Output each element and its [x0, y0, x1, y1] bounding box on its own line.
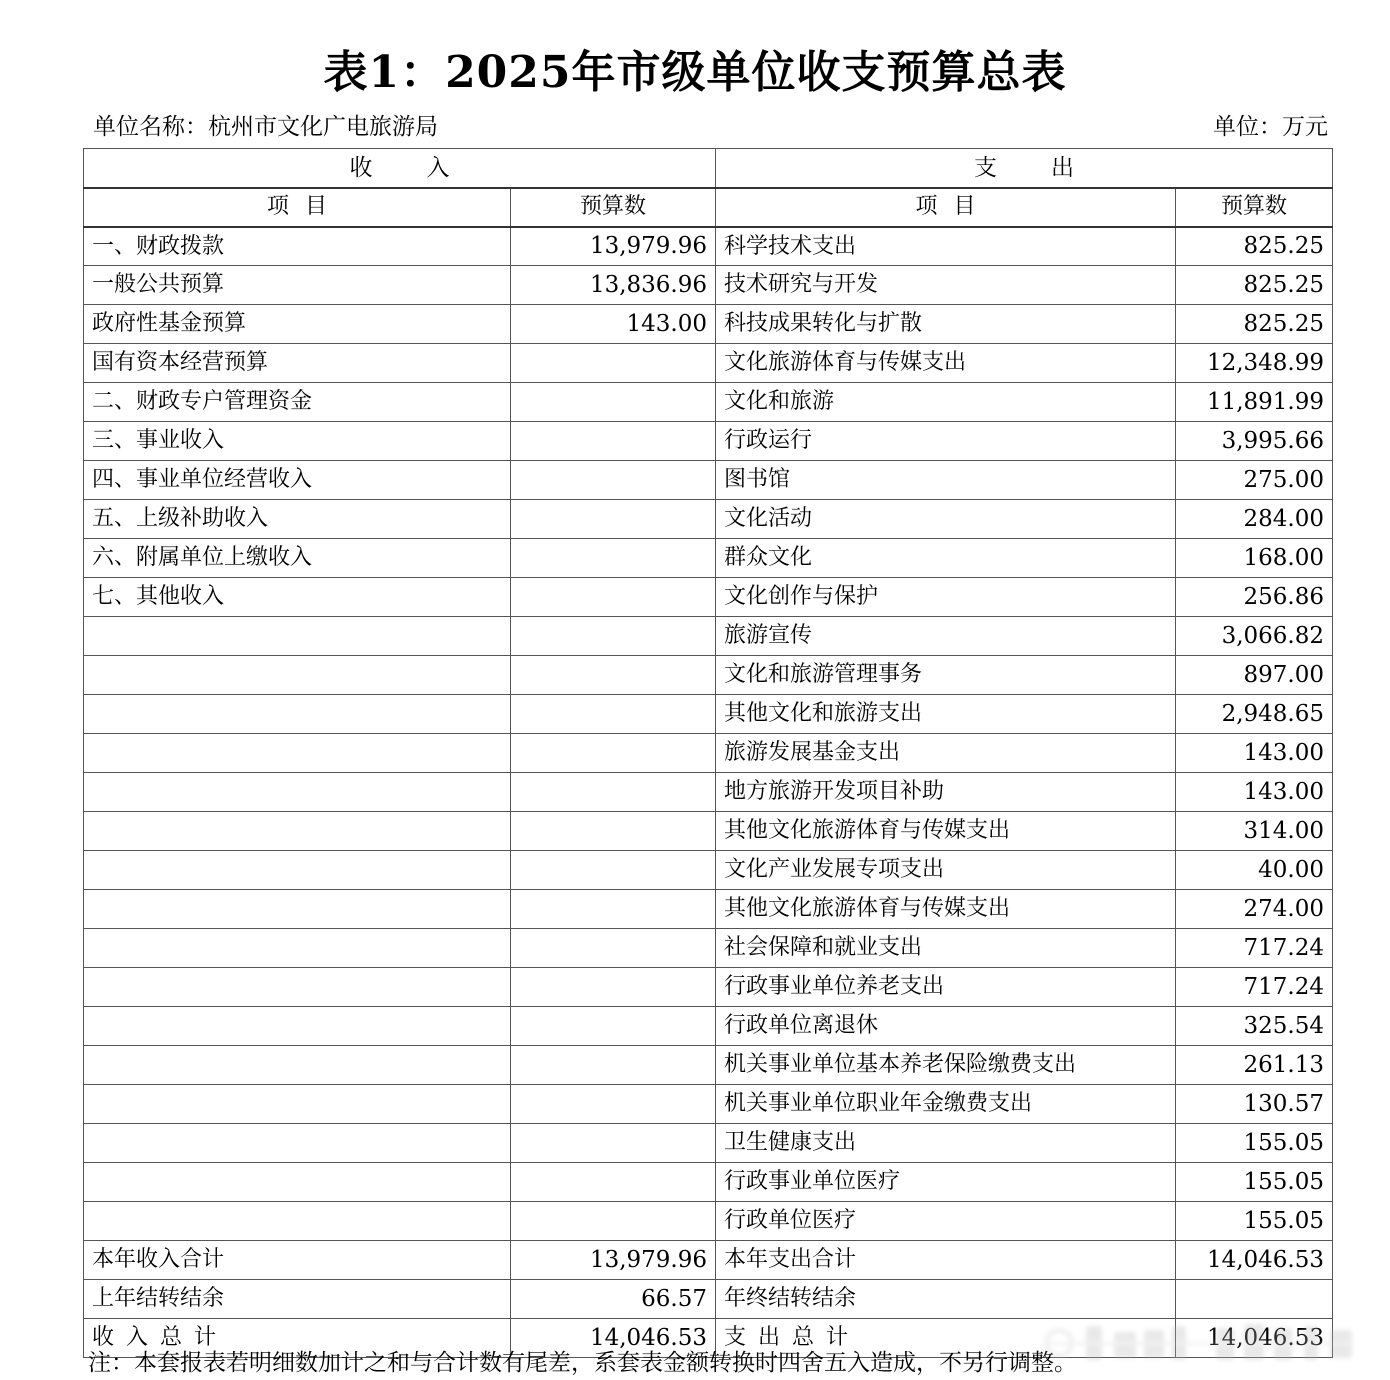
income-item-label	[84, 1085, 511, 1124]
section-header-row	[84, 149, 1333, 188]
table-row	[84, 461, 1333, 500]
income-item-label: 一般公共预算	[84, 266, 511, 305]
total-income-amount: 13,979.96	[511, 1241, 716, 1280]
income-item-label: 国有资本经营预算	[84, 344, 511, 383]
table-row	[84, 305, 1333, 344]
income-item-label	[84, 1163, 511, 1202]
total-income-label: 上年结转结余	[84, 1280, 511, 1319]
expenditure-item-label: 群众文化	[716, 539, 1176, 578]
column-header-expenditure-amount: 预算数	[1176, 188, 1333, 227]
table-row	[84, 1124, 1333, 1163]
expenditure-item-label: 卫生健康支出	[716, 1124, 1176, 1163]
expenditure-item-amount: 12,348.99	[1176, 344, 1333, 383]
table-row	[84, 422, 1333, 461]
expenditure-item-label: 文化和旅游	[716, 383, 1176, 422]
table-row	[84, 929, 1333, 968]
income-item-amount	[511, 422, 716, 461]
expenditure-item-amount: 11,891.99	[1176, 383, 1333, 422]
expenditure-item-label: 行政运行	[716, 422, 1176, 461]
table-row	[84, 773, 1333, 812]
expenditure-item-amount: 284.00	[1176, 500, 1333, 539]
unit-name-label: 单位名称：杭州市文化广电旅游局	[93, 114, 438, 140]
income-item-amount	[511, 656, 716, 695]
subheader	[83, 108, 1332, 142]
table-row	[84, 539, 1333, 578]
total-income-label: 收入总计	[84, 1319, 511, 1358]
expenditure-item-amount: 155.05	[1176, 1163, 1333, 1202]
income-item-label: 一、财政拨款	[84, 227, 511, 266]
income-item-amount	[511, 578, 716, 617]
table-row	[84, 1163, 1333, 1202]
expenditure-item-label: 地方旅游开发项目补助	[716, 773, 1176, 812]
total-row	[84, 1241, 1333, 1280]
expenditure-item-label: 旅游宣传	[716, 617, 1176, 656]
column-header-income-item: 项目	[84, 188, 511, 227]
income-item-label: 五、上级补助收入	[84, 500, 511, 539]
total-expenditure-amount: 14,046.53	[1176, 1319, 1333, 1358]
total-expenditure-label: 本年支出合计	[716, 1241, 1176, 1280]
expenditure-item-amount: 897.00	[1176, 656, 1333, 695]
income-item-amount	[511, 1046, 716, 1085]
table-row	[84, 344, 1333, 383]
income-item-label	[84, 617, 511, 656]
income-item-label: 六、附属单位上缴收入	[84, 539, 511, 578]
column-header-income-amount: 预算数	[511, 188, 716, 227]
income-item-amount	[511, 617, 716, 656]
total-expenditure-label: 年终结转结余	[716, 1280, 1176, 1319]
total-expenditure-label: 支出总计	[716, 1319, 1176, 1358]
table-row	[84, 890, 1333, 929]
expenditure-item-amount: 155.05	[1176, 1202, 1333, 1241]
income-item-label: 政府性基金预算	[84, 305, 511, 344]
expenditure-item-label: 技术研究与开发	[716, 266, 1176, 305]
expenditure-item-label: 科学技术支出	[716, 227, 1176, 266]
expenditure-item-amount: 325.54	[1176, 1007, 1333, 1046]
income-item-amount	[511, 734, 716, 773]
expenditure-item-amount: 274.00	[1176, 890, 1333, 929]
column-header-expenditure-item: 项目	[716, 188, 1176, 227]
table-row	[84, 656, 1333, 695]
expenditure-item-label: 其他文化旅游体育与传媒支出	[716, 812, 1176, 851]
expenditure-item-label: 行政事业单位养老支出	[716, 968, 1176, 1007]
income-item-amount	[511, 695, 716, 734]
expenditure-item-amount: 717.24	[1176, 968, 1333, 1007]
expenditure-item-amount: 275.00	[1176, 461, 1333, 500]
income-item-amount	[511, 539, 716, 578]
income-item-amount: 143.00	[511, 305, 716, 344]
table-row	[84, 227, 1333, 266]
expenditure-item-amount: 825.25	[1176, 266, 1333, 305]
table-row	[84, 266, 1333, 305]
income-item-label	[84, 695, 511, 734]
income-item-label	[84, 968, 511, 1007]
income-item-amount: 13,979.96	[511, 227, 716, 266]
expenditure-item-amount: 155.05	[1176, 1124, 1333, 1163]
expenditure-item-amount: 825.25	[1176, 227, 1333, 266]
income-item-label	[84, 812, 511, 851]
total-expenditure-amount	[1176, 1280, 1333, 1319]
table-row	[84, 1007, 1333, 1046]
table-row	[84, 695, 1333, 734]
expenditure-item-label: 文化创作与保护	[716, 578, 1176, 617]
total-row	[84, 1280, 1333, 1319]
expenditure-item-label: 文化活动	[716, 500, 1176, 539]
expenditure-item-amount: 256.86	[1176, 578, 1333, 617]
expenditure-item-label: 图书馆	[716, 461, 1176, 500]
income-item-label	[84, 1046, 511, 1085]
income-item-label	[84, 734, 511, 773]
income-item-label	[84, 656, 511, 695]
column-header-row	[84, 188, 1333, 227]
page-title: 表1：2025年市级单位收支预算总表	[323, 47, 1067, 98]
income-item-label	[84, 890, 511, 929]
income-item-label	[84, 773, 511, 812]
expenditure-item-amount: 3,066.82	[1176, 617, 1333, 656]
expenditure-item-amount: 2,948.65	[1176, 695, 1333, 734]
income-item-amount	[511, 812, 716, 851]
income-item-amount	[511, 929, 716, 968]
income-item-label	[84, 1007, 511, 1046]
total-income-amount: 14,046.53	[511, 1319, 716, 1358]
total-income-amount: 66.57	[511, 1280, 716, 1319]
table-row	[84, 968, 1333, 1007]
table-row	[84, 851, 1333, 890]
income-item-amount	[511, 1202, 716, 1241]
income-item-label: 七、其他收入	[84, 578, 511, 617]
income-item-amount	[511, 344, 716, 383]
expenditure-item-amount: 130.57	[1176, 1085, 1333, 1124]
expenditure-item-label: 文化和旅游管理事务	[716, 656, 1176, 695]
income-item-amount	[511, 890, 716, 929]
expenditure-item-amount: 143.00	[1176, 734, 1333, 773]
income-item-label: 二、财政专户管理资金	[84, 383, 511, 422]
expenditure-item-amount: 40.00	[1176, 851, 1333, 890]
table-row	[84, 500, 1333, 539]
expenditure-item-label: 文化产业发展专项支出	[716, 851, 1176, 890]
income-item-amount	[511, 1007, 716, 1046]
expenditure-item-label: 旅游发展基金支出	[716, 734, 1176, 773]
table-row	[84, 812, 1333, 851]
expenditure-item-amount: 314.00	[1176, 812, 1333, 851]
section-header-income: 收入	[84, 149, 716, 188]
income-item-amount	[511, 1124, 716, 1163]
expenditure-item-label: 文化旅游体育与传媒支出	[716, 344, 1176, 383]
expenditure-item-label: 其他文化旅游体育与传媒支出	[716, 890, 1176, 929]
expenditure-item-amount: 168.00	[1176, 539, 1333, 578]
income-item-label: 四、事业单位经营收入	[84, 461, 511, 500]
table-row	[84, 1046, 1333, 1085]
expenditure-item-label: 行政事业单位医疗	[716, 1163, 1176, 1202]
total-expenditure-amount: 14,046.53	[1176, 1241, 1333, 1280]
income-item-amount	[511, 773, 716, 812]
budget-table	[83, 148, 1333, 1358]
income-item-amount	[511, 851, 716, 890]
footnote: 注：本套报表若明细数加计之和与合计数有尾差，系套表金额转换时四舍五入造成，不另行调整。	[88, 1350, 1077, 1376]
income-item-label	[84, 851, 511, 890]
expenditure-item-label: 行政单位医疗	[716, 1202, 1176, 1241]
expenditure-item-label: 社会保障和就业支出	[716, 929, 1176, 968]
income-item-amount	[511, 461, 716, 500]
expenditure-item-amount: 143.00	[1176, 773, 1333, 812]
table-row	[84, 617, 1333, 656]
income-item-amount	[511, 1163, 716, 1202]
expenditure-item-amount: 717.24	[1176, 929, 1333, 968]
income-item-amount	[511, 968, 716, 1007]
expenditure-item-label: 其他文化和旅游支出	[716, 695, 1176, 734]
table-row	[84, 1202, 1333, 1241]
expenditure-item-label: 科技成果转化与扩散	[716, 305, 1176, 344]
income-item-label: 三、事业收入	[84, 422, 511, 461]
table-row	[84, 734, 1333, 773]
table-row	[84, 1085, 1333, 1124]
income-item-amount: 13,836.96	[511, 266, 716, 305]
income-item-amount	[511, 500, 716, 539]
expenditure-item-label: 机关事业单位职业年金缴费支出	[716, 1085, 1176, 1124]
income-item-amount	[511, 383, 716, 422]
expenditure-item-amount: 3,995.66	[1176, 422, 1333, 461]
expenditure-item-label: 机关事业单位基本养老保险缴费支出	[716, 1046, 1176, 1085]
total-income-label: 本年收入合计	[84, 1241, 511, 1280]
unit-measure-label: 单位：万元	[1213, 114, 1328, 140]
expenditure-item-amount: 825.25	[1176, 305, 1333, 344]
income-item-label	[84, 929, 511, 968]
income-item-label	[84, 1202, 511, 1241]
table-row	[84, 578, 1333, 617]
expenditure-item-label: 行政单位离退休	[716, 1007, 1176, 1046]
income-item-label	[84, 1124, 511, 1163]
section-header-expenditure: 支出	[716, 149, 1333, 188]
table-row	[84, 383, 1333, 422]
income-item-amount	[511, 1085, 716, 1124]
expenditure-item-amount: 261.13	[1176, 1046, 1333, 1085]
